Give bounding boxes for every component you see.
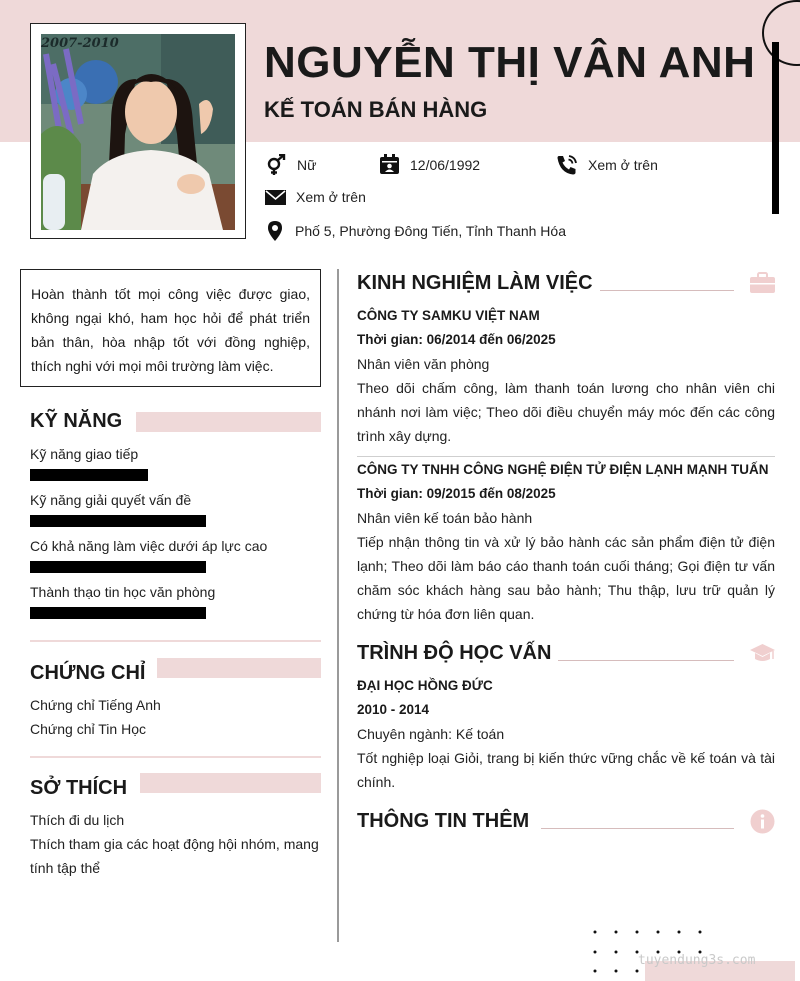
job-position: Nhân viên kế toán bảo hành [357, 510, 533, 526]
certificate-item: Chứng chỉ Tiếng Anh [30, 697, 161, 713]
column-divider [337, 269, 339, 942]
job-company: CÔNG TY SAMKU VIỆT NAM [357, 308, 540, 323]
briefcase-icon [749, 272, 776, 294]
hobby-item: Thích đi du lịch [30, 812, 125, 828]
job-description: Theo dõi chấm công, làm thanh toán lương cho nhân viên chi nhánh nơi làm việc; Theo dõi điều chuyển máy móc đến các công trình xây dựng. [357, 380, 775, 444]
hobby-item: Thích tham gia các hoạt động hội nhóm, mang [30, 836, 319, 852]
candidate-name: NGUYỄN THỊ VÂN ANH [264, 38, 756, 87]
skill-level-bar [30, 515, 206, 527]
skill-label: Có khả năng làm việc dưới áp lực cao [30, 538, 268, 554]
certificates-title: CHỨNG CHỈ [30, 662, 146, 684]
job-period: Thời gian: 09/2015 đến 08/2025 [357, 486, 556, 501]
watermark: tuyendung3s.com [638, 953, 756, 968]
education-major: Chuyên ngành: Kế toán [357, 726, 505, 742]
skill-label: Kỹ năng giải quyết vấn đề [30, 492, 192, 508]
education-school: ĐẠI HỌC HỒNG ĐỨC [357, 678, 493, 693]
mail-icon [265, 188, 286, 206]
job-title: KẾ TOÁN BÁN HÀNG [264, 97, 488, 122]
skills-title-bar [136, 412, 321, 432]
certificate-item: Chứng chỉ Tin Học [30, 721, 146, 737]
graduation-cap-icon [749, 642, 776, 664]
calendar-icon [379, 154, 400, 175]
skill-level-bar [30, 561, 206, 573]
experience-title-line [600, 290, 734, 291]
job-description: Tiếp nhận thông tin và xử lý bảo hành các sản phẩm điện tử điện lạnh; Theo dõi làm báo cáo thanh toán cuối tháng; Gọi điện tư vấn chăm sóc khách hàng sau bảo hành; Thu thập, lưu trữ quản lý chứng từ hóa đơn liên quan. [357, 534, 775, 622]
education-description: Tốt nghiệp loại Giỏi, trang bị kiến thức vững chắc về kế toán và tài chính. [357, 750, 775, 790]
birthday-value: 12/06/1992 [410, 156, 481, 173]
gender-value: Nữ [297, 157, 317, 173]
additional-info-title-line [541, 828, 734, 829]
profile-photo-frame [30, 23, 246, 239]
experience-title: KINH NGHIỆM LÀM VIỆC [357, 272, 593, 294]
phone-icon [556, 154, 578, 176]
skill-label: Thành thạo tin học văn phòng [30, 584, 216, 600]
address-info [265, 220, 566, 242]
job-separator [357, 456, 775, 457]
job-period: Thời gian: 06/2014 đến 06/2025 [357, 332, 556, 347]
phone-info [556, 154, 658, 176]
gender-info [265, 154, 316, 176]
photo-caption: 2007-2010 [41, 36, 119, 51]
section-divider [30, 640, 321, 642]
education-period: 2010 - 2014 [357, 702, 430, 717]
gender-icon [265, 154, 287, 176]
location-pin-icon [265, 220, 285, 242]
profile-photo [41, 34, 235, 230]
phone-value: Xem ở trên [588, 157, 658, 173]
hobby-item: tính tập thể [30, 860, 101, 876]
info-icon [750, 809, 775, 834]
section-divider [30, 756, 321, 758]
education-title: TRÌNH ĐỘ HỌC VẤN [357, 642, 552, 664]
hobbies-title-bar [140, 773, 321, 793]
job-position: Nhân viên văn phòng [357, 356, 490, 372]
summary-box: Hoàn thành tốt mọi công việc được giao, không ngại khó, ham học hỏi để phát triển bản thân, hòa nhập tốt với đồng nghiệp, thích nghi với mọi môi trường làm việc. [20, 269, 321, 387]
job-company: CÔNG TY TNHH CÔNG NGHỆ ĐIỆN TỬ ĐIỆN LẠNH MẠNH TUẤN [357, 462, 769, 477]
email-value: Xem ở trên [296, 189, 366, 205]
email-info [265, 188, 366, 206]
decorative-vertical-bar [772, 42, 779, 214]
skills-title: KỸ NĂNG [30, 410, 123, 432]
skill-level-bar [30, 607, 206, 619]
skill-label: Kỹ năng giao tiếp [30, 446, 139, 462]
additional-info-title: THÔNG TIN THÊM [357, 810, 530, 832]
certificates-title-bar [157, 658, 321, 678]
address-value: Phố 5, Phường Đông Tiến, Tỉnh Thanh Hóa [295, 223, 566, 239]
birthday-info [379, 154, 480, 175]
skill-level-bar [30, 469, 148, 481]
hobbies-title: SỞ THÍCH [30, 777, 128, 799]
education-title-line [558, 660, 734, 661]
